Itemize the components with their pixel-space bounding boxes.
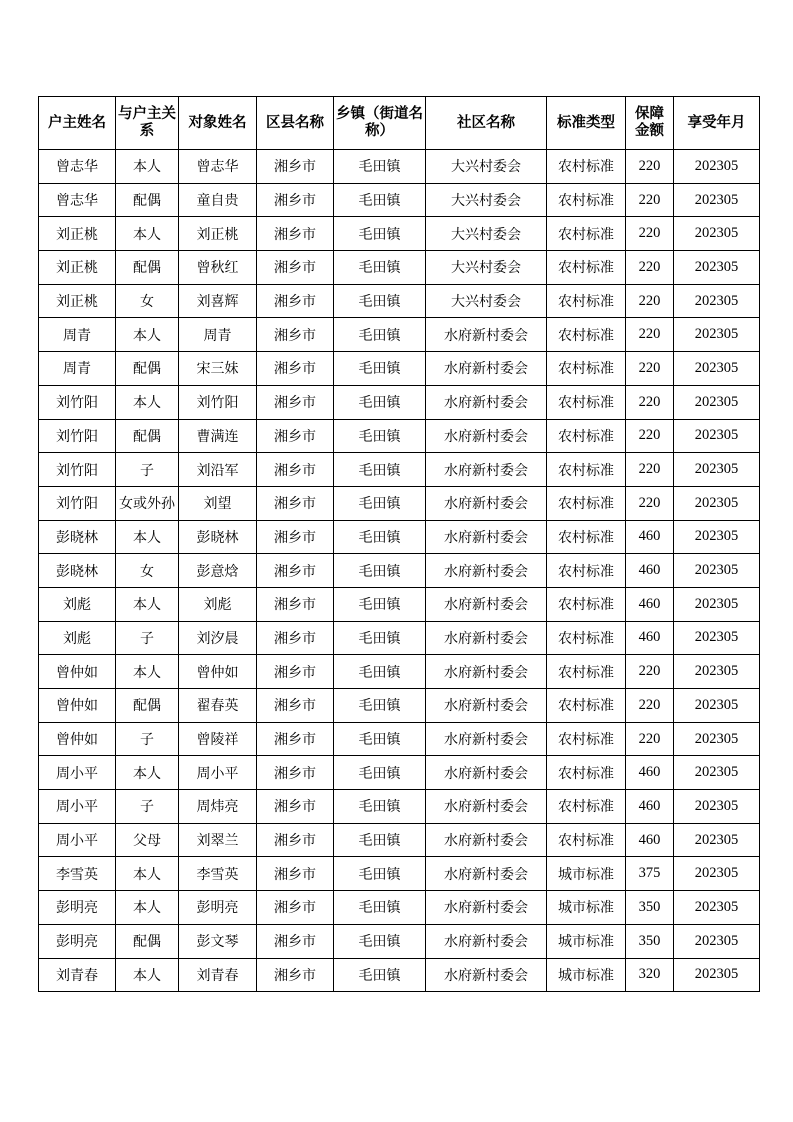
table-row [39, 857, 760, 891]
cell-relation: 女 [116, 554, 179, 588]
cell-householder-name: 刘彪 [39, 587, 116, 621]
table-row [39, 722, 760, 756]
cell-standard-type: 农村标准 [547, 183, 626, 217]
cell-county: 湘乡市 [257, 823, 334, 857]
cell-township: 毛田镇 [334, 621, 426, 655]
cell-amount: 460 [626, 587, 674, 621]
cell-relation: 女或外孙 [116, 486, 179, 520]
cell-amount: 460 [626, 790, 674, 824]
cell-amount: 220 [626, 183, 674, 217]
cell-recipient-name: 刘青春 [179, 958, 257, 992]
cell-householder-name: 李雪英 [39, 857, 116, 891]
cell-recipient-name: 翟春英 [179, 689, 257, 723]
cell-recipient-name: 周小平 [179, 756, 257, 790]
cell-recipient-name: 宋三妹 [179, 352, 257, 386]
cell-recipient-name: 曾仲如 [179, 655, 257, 689]
cell-relation: 配偶 [116, 689, 179, 723]
cell-householder-name: 刘正桃 [39, 284, 116, 318]
cell-community: 水府新村委会 [426, 722, 547, 756]
cell-recipient-name: 刘望 [179, 486, 257, 520]
cell-householder-name: 周小平 [39, 756, 116, 790]
cell-amount: 220 [626, 284, 674, 318]
table-row [39, 352, 760, 386]
cell-recipient-name: 童自贵 [179, 183, 257, 217]
cell-standard-type: 农村标准 [547, 621, 626, 655]
cell-month: 202305 [674, 891, 760, 925]
cell-standard-type: 农村标准 [547, 520, 626, 554]
cell-month: 202305 [674, 958, 760, 992]
cell-standard-type: 农村标准 [547, 655, 626, 689]
cell-township: 毛田镇 [334, 857, 426, 891]
table-row [39, 790, 760, 824]
cell-township: 毛田镇 [334, 520, 426, 554]
cell-community: 水府新村委会 [426, 689, 547, 723]
cell-relation: 本人 [116, 150, 179, 184]
table-row [39, 756, 760, 790]
cell-amount: 350 [626, 891, 674, 925]
cell-recipient-name: 曾陵祥 [179, 722, 257, 756]
cell-month: 202305 [674, 385, 760, 419]
cell-community: 大兴村委会 [426, 150, 547, 184]
cell-county: 湘乡市 [257, 655, 334, 689]
table-row [39, 217, 760, 251]
cell-amount: 220 [626, 453, 674, 487]
cell-amount: 220 [626, 655, 674, 689]
cell-township: 毛田镇 [334, 486, 426, 520]
cell-standard-type: 农村标准 [547, 251, 626, 285]
cell-standard-type: 农村标准 [547, 756, 626, 790]
cell-standard-type: 城市标准 [547, 891, 626, 925]
cell-standard-type: 农村标准 [547, 453, 626, 487]
table-row [39, 689, 760, 723]
cell-relation: 女 [116, 284, 179, 318]
cell-amount: 220 [626, 486, 674, 520]
cell-county: 湘乡市 [257, 284, 334, 318]
cell-householder-name: 刘青春 [39, 958, 116, 992]
cell-township: 毛田镇 [334, 251, 426, 285]
cell-month: 202305 [674, 486, 760, 520]
cell-community: 水府新村委会 [426, 520, 547, 554]
cell-recipient-name: 李雪英 [179, 857, 257, 891]
cell-township: 毛田镇 [334, 924, 426, 958]
cell-township: 毛田镇 [334, 689, 426, 723]
cell-standard-type: 农村标准 [547, 722, 626, 756]
cell-recipient-name: 曹满连 [179, 419, 257, 453]
cell-relation: 子 [116, 790, 179, 824]
cell-recipient-name: 刘喜辉 [179, 284, 257, 318]
cell-county: 湘乡市 [257, 587, 334, 621]
cell-month: 202305 [674, 857, 760, 891]
cell-county: 湘乡市 [257, 385, 334, 419]
cell-recipient-name: 彭晓林 [179, 520, 257, 554]
cell-month: 202305 [674, 554, 760, 588]
cell-county: 湘乡市 [257, 891, 334, 925]
cell-recipient-name: 刘沿军 [179, 453, 257, 487]
cell-householder-name: 周小平 [39, 790, 116, 824]
table-body [39, 150, 760, 992]
cell-township: 毛田镇 [334, 891, 426, 925]
cell-relation: 本人 [116, 217, 179, 251]
cell-relation: 配偶 [116, 924, 179, 958]
cell-recipient-name: 曾志华 [179, 150, 257, 184]
cell-month: 202305 [674, 790, 760, 824]
cell-householder-name: 彭晓林 [39, 520, 116, 554]
cell-community: 水府新村委会 [426, 756, 547, 790]
cell-amount: 220 [626, 385, 674, 419]
cell-amount: 220 [626, 251, 674, 285]
cell-standard-type: 农村标准 [547, 419, 626, 453]
cell-month: 202305 [674, 722, 760, 756]
cell-community: 水府新村委会 [426, 924, 547, 958]
cell-householder-name: 刘竹阳 [39, 385, 116, 419]
cell-month: 202305 [674, 823, 760, 857]
cell-standard-type: 农村标准 [547, 823, 626, 857]
cell-community: 水府新村委会 [426, 891, 547, 925]
cell-community: 水府新村委会 [426, 857, 547, 891]
cell-standard-type: 农村标准 [547, 689, 626, 723]
cell-recipient-name: 刘彪 [179, 587, 257, 621]
cell-county: 湘乡市 [257, 958, 334, 992]
cell-township: 毛田镇 [334, 756, 426, 790]
cell-month: 202305 [674, 217, 760, 251]
cell-county: 湘乡市 [257, 790, 334, 824]
cell-relation: 配偶 [116, 251, 179, 285]
cell-county: 湘乡市 [257, 857, 334, 891]
cell-standard-type: 城市标准 [547, 958, 626, 992]
cell-amount: 220 [626, 689, 674, 723]
table-row [39, 385, 760, 419]
cell-relation: 配偶 [116, 419, 179, 453]
cell-relation: 本人 [116, 857, 179, 891]
cell-recipient-name: 周青 [179, 318, 257, 352]
table-row [39, 924, 760, 958]
table-row [39, 958, 760, 992]
cell-standard-type: 城市标准 [547, 857, 626, 891]
cell-householder-name: 周青 [39, 352, 116, 386]
cell-householder-name: 曾仲如 [39, 689, 116, 723]
cell-community: 大兴村委会 [426, 217, 547, 251]
cell-householder-name: 刘竹阳 [39, 486, 116, 520]
cell-relation: 本人 [116, 587, 179, 621]
cell-relation: 子 [116, 453, 179, 487]
table-row [39, 486, 760, 520]
cell-county: 湘乡市 [257, 453, 334, 487]
header-county: 区县名称 [257, 97, 334, 150]
cell-amount: 460 [626, 554, 674, 588]
cell-community: 水府新村委会 [426, 554, 547, 588]
cell-township: 毛田镇 [334, 183, 426, 217]
cell-relation: 本人 [116, 891, 179, 925]
cell-month: 202305 [674, 587, 760, 621]
cell-month: 202305 [674, 655, 760, 689]
cell-householder-name: 曾志华 [39, 183, 116, 217]
table-row [39, 587, 760, 621]
cell-county: 湘乡市 [257, 621, 334, 655]
cell-householder-name: 刘彪 [39, 621, 116, 655]
cell-community: 大兴村委会 [426, 284, 547, 318]
cell-relation: 子 [116, 621, 179, 655]
cell-relation: 子 [116, 722, 179, 756]
cell-relation: 本人 [116, 655, 179, 689]
cell-standard-type: 农村标准 [547, 352, 626, 386]
cell-relation: 本人 [116, 756, 179, 790]
cell-month: 202305 [674, 251, 760, 285]
table-row [39, 150, 760, 184]
cell-county: 湘乡市 [257, 150, 334, 184]
cell-month: 202305 [674, 924, 760, 958]
cell-amount: 375 [626, 857, 674, 891]
cell-month: 202305 [674, 284, 760, 318]
cell-relation: 本人 [116, 318, 179, 352]
cell-householder-name: 刘竹阳 [39, 419, 116, 453]
cell-county: 湘乡市 [257, 318, 334, 352]
header-month: 享受年月 [674, 97, 760, 150]
cell-township: 毛田镇 [334, 385, 426, 419]
cell-township: 毛田镇 [334, 823, 426, 857]
cell-standard-type: 农村标准 [547, 587, 626, 621]
cell-recipient-name: 彭文琴 [179, 924, 257, 958]
cell-householder-name: 彭晓林 [39, 554, 116, 588]
cell-county: 湘乡市 [257, 419, 334, 453]
cell-community: 水府新村委会 [426, 318, 547, 352]
cell-recipient-name: 刘翠兰 [179, 823, 257, 857]
cell-month: 202305 [674, 756, 760, 790]
beneficiary-table [38, 96, 760, 992]
cell-month: 202305 [674, 453, 760, 487]
table-row [39, 183, 760, 217]
cell-recipient-name: 刘汐晨 [179, 621, 257, 655]
cell-month: 202305 [674, 150, 760, 184]
cell-recipient-name: 彭明亮 [179, 891, 257, 925]
cell-householder-name: 彭明亮 [39, 924, 116, 958]
cell-community: 大兴村委会 [426, 183, 547, 217]
cell-community: 水府新村委会 [426, 621, 547, 655]
cell-township: 毛田镇 [334, 722, 426, 756]
cell-township: 毛田镇 [334, 284, 426, 318]
table-row [39, 554, 760, 588]
table-row [39, 823, 760, 857]
cell-standard-type: 农村标准 [547, 217, 626, 251]
cell-community: 水府新村委会 [426, 823, 547, 857]
cell-township: 毛田镇 [334, 217, 426, 251]
cell-relation: 本人 [116, 385, 179, 419]
cell-township: 毛田镇 [334, 419, 426, 453]
cell-township: 毛田镇 [334, 318, 426, 352]
cell-community: 水府新村委会 [426, 587, 547, 621]
table-header-row [39, 97, 760, 150]
header-amount: 保障金额 [626, 97, 674, 150]
cell-householder-name: 刘正桃 [39, 217, 116, 251]
cell-township: 毛田镇 [334, 958, 426, 992]
cell-amount: 460 [626, 621, 674, 655]
cell-recipient-name: 彭意焓 [179, 554, 257, 588]
cell-standard-type: 城市标准 [547, 924, 626, 958]
table-row [39, 318, 760, 352]
cell-month: 202305 [674, 689, 760, 723]
cell-community: 大兴村委会 [426, 251, 547, 285]
table-row [39, 621, 760, 655]
cell-recipient-name: 曾秋红 [179, 251, 257, 285]
cell-month: 202305 [674, 621, 760, 655]
table-row [39, 891, 760, 925]
cell-amount: 350 [626, 924, 674, 958]
cell-recipient-name: 刘正桃 [179, 217, 257, 251]
cell-amount: 220 [626, 217, 674, 251]
cell-community: 水府新村委会 [426, 419, 547, 453]
cell-amount: 220 [626, 150, 674, 184]
cell-amount: 220 [626, 352, 674, 386]
cell-county: 湘乡市 [257, 722, 334, 756]
cell-community: 水府新村委会 [426, 453, 547, 487]
cell-township: 毛田镇 [334, 587, 426, 621]
cell-county: 湘乡市 [257, 352, 334, 386]
cell-recipient-name: 周炜亮 [179, 790, 257, 824]
cell-community: 水府新村委会 [426, 486, 547, 520]
cell-householder-name: 彭明亮 [39, 891, 116, 925]
cell-standard-type: 农村标准 [547, 150, 626, 184]
cell-month: 202305 [674, 352, 760, 386]
cell-relation: 父母 [116, 823, 179, 857]
cell-county: 湘乡市 [257, 689, 334, 723]
cell-community: 水府新村委会 [426, 790, 547, 824]
cell-householder-name: 刘正桃 [39, 251, 116, 285]
cell-township: 毛田镇 [334, 352, 426, 386]
cell-relation: 本人 [116, 520, 179, 554]
header-relation: 与户主关系 [116, 97, 179, 150]
cell-amount: 460 [626, 756, 674, 790]
cell-month: 202305 [674, 419, 760, 453]
cell-county: 湘乡市 [257, 217, 334, 251]
cell-relation: 配偶 [116, 352, 179, 386]
cell-township: 毛田镇 [334, 150, 426, 184]
cell-month: 202305 [674, 520, 760, 554]
cell-community: 水府新村委会 [426, 352, 547, 386]
table-row [39, 419, 760, 453]
header-recipient-name: 对象姓名 [179, 97, 257, 150]
cell-county: 湘乡市 [257, 756, 334, 790]
table-row [39, 520, 760, 554]
cell-county: 湘乡市 [257, 183, 334, 217]
cell-county: 湘乡市 [257, 486, 334, 520]
cell-householder-name: 曾仲如 [39, 655, 116, 689]
cell-standard-type: 农村标准 [547, 318, 626, 352]
cell-relation: 本人 [116, 958, 179, 992]
table-row [39, 251, 760, 285]
cell-amount: 220 [626, 318, 674, 352]
cell-amount: 220 [626, 722, 674, 756]
cell-community: 水府新村委会 [426, 385, 547, 419]
cell-county: 湘乡市 [257, 554, 334, 588]
table-row [39, 284, 760, 318]
cell-amount: 460 [626, 823, 674, 857]
cell-householder-name: 周小平 [39, 823, 116, 857]
cell-standard-type: 农村标准 [547, 385, 626, 419]
table-row [39, 655, 760, 689]
table-row [39, 453, 760, 487]
cell-township: 毛田镇 [334, 453, 426, 487]
cell-township: 毛田镇 [334, 655, 426, 689]
header-township: 乡镇（街道名称） [334, 97, 426, 150]
cell-township: 毛田镇 [334, 790, 426, 824]
cell-householder-name: 周青 [39, 318, 116, 352]
cell-householder-name: 曾仲如 [39, 722, 116, 756]
header-community: 社区名称 [426, 97, 547, 150]
cell-standard-type: 农村标准 [547, 486, 626, 520]
header-standard-type: 标准类型 [547, 97, 626, 150]
cell-relation: 配偶 [116, 183, 179, 217]
cell-township: 毛田镇 [334, 554, 426, 588]
cell-month: 202305 [674, 318, 760, 352]
cell-standard-type: 农村标准 [547, 790, 626, 824]
cell-month: 202305 [674, 183, 760, 217]
cell-amount: 460 [626, 520, 674, 554]
cell-county: 湘乡市 [257, 251, 334, 285]
cell-standard-type: 农村标准 [547, 554, 626, 588]
cell-community: 水府新村委会 [426, 958, 547, 992]
cell-county: 湘乡市 [257, 520, 334, 554]
cell-county: 湘乡市 [257, 924, 334, 958]
cell-amount: 320 [626, 958, 674, 992]
cell-householder-name: 曾志华 [39, 150, 116, 184]
cell-recipient-name: 刘竹阳 [179, 385, 257, 419]
cell-amount: 220 [626, 419, 674, 453]
cell-householder-name: 刘竹阳 [39, 453, 116, 487]
cell-community: 水府新村委会 [426, 655, 547, 689]
cell-standard-type: 农村标准 [547, 284, 626, 318]
header-householder-name: 户主姓名 [39, 97, 116, 150]
